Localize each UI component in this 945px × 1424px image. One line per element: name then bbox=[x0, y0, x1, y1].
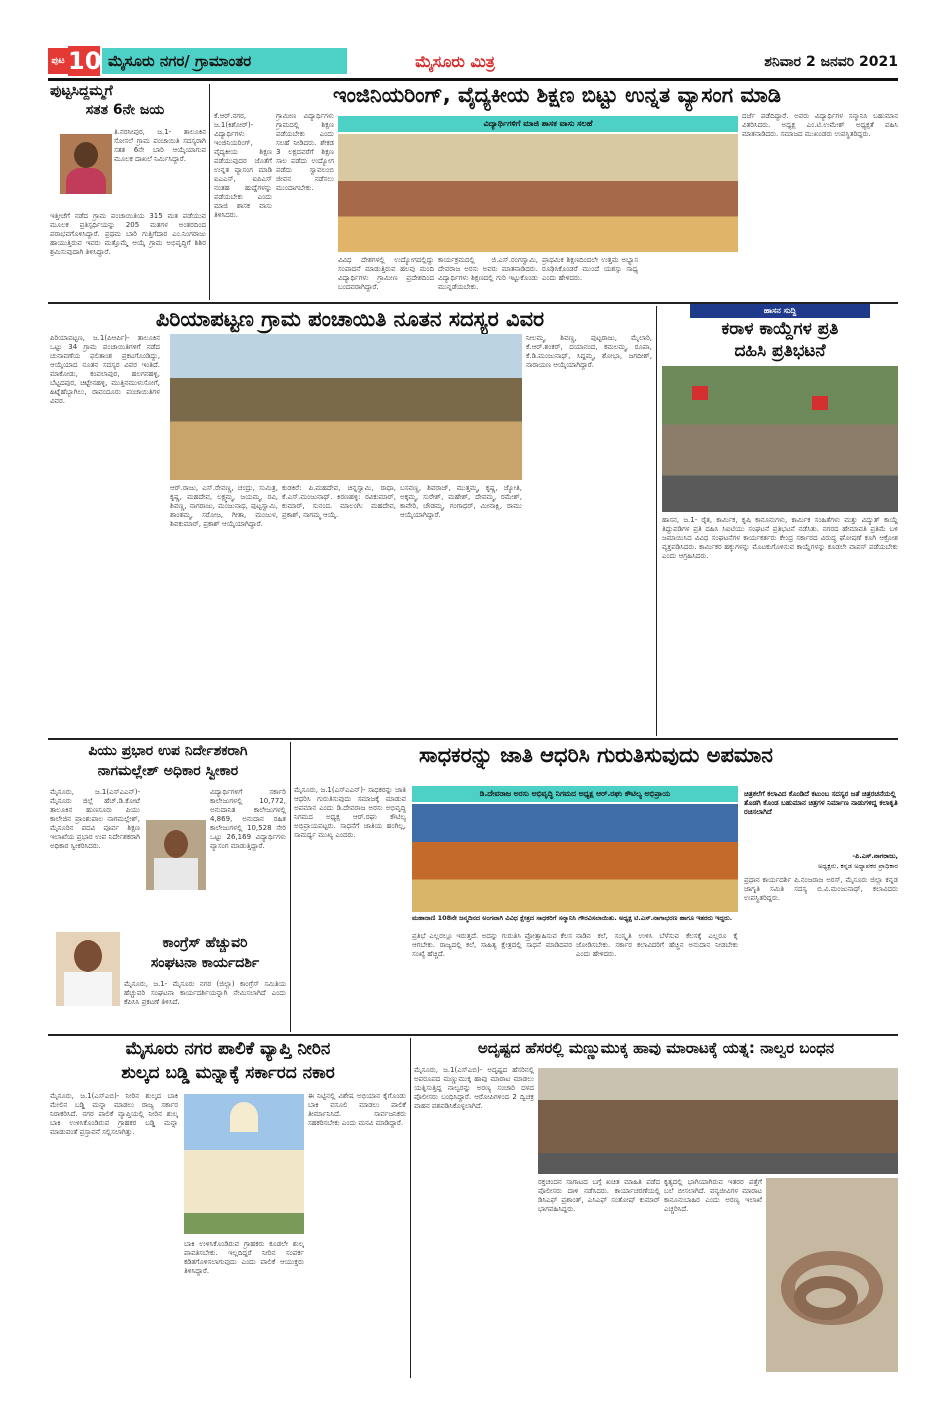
row-rule bbox=[48, 738, 898, 740]
nagamallesh-headline-2: ನಾಗಮಲ್ಲೇಶ್ ಅಧಿಕಾರ ಸ್ವೀಕಾರ bbox=[97, 763, 239, 779]
snake-photo bbox=[766, 1178, 898, 1372]
congress-body: ಮೈಸೂರು, ಜ.1- ಮೈಸೂರು ನಗರ (ಜಿಲ್ಲಾ) ಕಾಂಗ್ರೆಸ್ ಸಮಿತಿಯ ಹೆಚ್ಚುವರಿ ಸಂಘಟನಾ ಕಾರ್ಯದರ್ಶಿಯನ್ನಾಗಿ ನೇಮಿಸಲಾಗಿದೆ ಎಂದು ಕೆಪಿಸಿಸಿ ಪ್ರಕಟಣೆ ತಿಳಿಸಿದೆ. bbox=[124, 980, 286, 1006]
periyapatna-col4: ಬಸವಣ್ಣ, ಶಿವರಾಜ್, ಮುತ್ತಮ್ಮ, ಕೃಷ್ಣ, ಜ್ಯೋತಿ, ಅಕ್ಕಮ್ಮ, ಸುರೇಶ್, ಮಹೇಶ್, ದೇವಮ್ಮ, ರಮೇಶ್, ಕಾವೇರಿ, ಚೌಡಮ್ಮ, ಗಂಗಾಧರ್, ಮೀನಾಕ್ಷಿ, ರಾಮು ಆಯ್ಕೆಯಾಗಿದ್ದಾರೆ. bbox=[400, 484, 522, 519]
nagamallesh-col2: ವಿದ್ಯಾರ್ಥಿಗಳಿಗೆ ಸರ್ಕಾರಿ ಕಾಲೇಜುಗಳಲ್ಲಿ 10,772, ಅನುದಾನಿತ ಕಾಲೇಜುಗಳಲ್ಲಿ 4,869, ಅನುದಾನ ರಹಿತ ಕಾಲೇಜುಗಳಲ್ಲಿ 10,528 ಸೇರಿ ಒಟ್ಟು 26,169 ವಿದ್ಯಾರ್ಥಿಗಳು ವ್ಯಾಸಂಗ ಮಾಡುತ್ತಿದ್ದಾರೆ. bbox=[210, 788, 286, 850]
nagamallesh-headline-1: ಪಿಯು ಪ್ರಭಾರ ಉಪ ನಿರ್ದೇಶಕರಾಗಿ bbox=[88, 743, 248, 759]
congress-headline-2: ಸಂಘಟನಾ ಕಾರ್ಯದರ್ಶಿ bbox=[150, 955, 260, 971]
nagamallesh-photo bbox=[146, 820, 206, 890]
snake-headline: ಅದೃಷ್ಟದ ಹೆಸರಲ್ಲಿ ಮಣ್ಣುಮುಕ್ಕ ಹಾವು ಮಾರಾಟಕ್ಕೆ ಯತ್ನ: ನಾಲ್ವರ ಬಂಧನ bbox=[477, 1039, 835, 1057]
sadhakaru-col1: ಮೈಸೂರು, ಜ.1(ಎಸ್ಎಎನ್)- ಸಾಧಕರನ್ನು ಜಾತಿ ಆಧರಿಸಿ ಗುರುತಿಸುವುದು ಸಮಾಜಕ್ಕೆ ಮಾಡುವ ಅಪಮಾನ ಎಂದು ಡಿ.ದೇವರಾಜ ಅರಸು ಅಭಿವೃದ್ಧಿ ನಿಗಮದ ಅಧ್ಯಕ್ಷ ಆರ್.ರಘು ಕೌಟಿಲ್ಯ ಅಭಿಪ್ರಾಯಪಟ್ಟರು. ಸಾಧನೆಗೆ ಜಾತಿಯ ಹಂಗಿಲ್ಲ, ಸಾಮರ್ಥ್ಯ ಮುಖ್ಯ ಎಂದರು. bbox=[294, 786, 406, 839]
puttasiddamma-body-2: ಇತ್ತೀಚೆಗೆ ನಡೆದ ಗ್ರಾಮ ಪಂಚಾಯಿತಿಯ 315 ಮತ ಪಡೆಯುವ ಮೂಲಕ ಪ್ರತಿಸ್ಪರ್ಧಿಯನ್ನು 205 ಮತಗಳ ಅಂತರದಿಂದ ಪರಾಭವಗೊಳಿಸಿದ್ದಾರೆ. ಪ್ರಥಮ ಬಾರಿ ಗುತ್ತಿಗೆದಾರ ಎಂ.ನಿಂಗರಾಜು ಹಾಯುತ್ತಿರುವ ಇವರು ಮತ್ತೊಮ್ಮೆ ಆಯ್ಕೆ ಗ್ರಾಮ ಅಭಿವೃದ್ಧಿಗೆ ಶಿಶಿರ ಶ್ರಮಿಸುವುದಾಗಿ ತಿಳಿಸಿದ್ದಾರೆ. bbox=[50, 212, 206, 256]
row-rule bbox=[48, 1034, 898, 1036]
issue-date: ಶನಿವಾರ 2 ಜನವರಿ 2021 bbox=[764, 54, 898, 70]
engineering-group-photo bbox=[338, 134, 738, 252]
palike-col3: ಈ ನಿಟ್ಟಿನಲ್ಲಿ ವಿಶೇಷ ಅಭಿಯಾನ ಕೈಗೊಂಡು ಬಾಕಿ ವಸೂಲಿ ಮಾಡಲು ಪಾಲಿಕೆ ತೀರ್ಮಾನಿಸಿದೆ. ಸಾರ್ವಜನಿಕರು ಸಹಕರಿಸಬೇಕು ಎಂದು ಮನವಿ ಮಾಡಿದ್ದಾರೆ. bbox=[308, 1092, 406, 1127]
masthead-rule bbox=[48, 78, 898, 81]
periyapatna-col1: ಪಿರಿಯಾಪಟ್ಟಣ, ಜ.1(ಪಿಆರ್ಪಿ)- ತಾಲೂಕಿನ ಒಟ್ಟು 34 ಗ್ರಾಮ ಪಂಚಾಯಿತಿಗಳಿಗೆ ನಡೆದ ಚುನಾವಣೆಯ ಫಲಿತಾಂಶ ಪ್ರಕಟಗೊಂಡಿದ್ದು, ಆಯ್ಕೆಯಾದ ನೂತನ ಸದಸ್ಯರ ವಿವರ ಇಂತಿದೆ. ಮಾಕೋಡು, ಕಂಪಲಾಪುರ, ಹಲಗನಹಳ್ಳಿ, ಬೆಟ್ಟದಪುರ, ಚಿಟ್ಟೇನಹಳ್ಳಿ, ಮುತ್ತಿನಮುಳುಸೋಗೆ, ಹಿಟ್ನೆಹೆಬ್ಬಾಗಿಲು, ರಾವಂದೂರು ಪಂಚಾಯಿತಿಗಳ ವಿವರ. bbox=[50, 334, 160, 405]
engineering-subhead: ವಿದ್ಯಾರ್ಥಿಗಳಿಗೆ ಮಾಜಿ ಶಾಸಕ ವಾಸು ಸಲಹೆ bbox=[338, 116, 738, 132]
palike-headline-1: ಮೈಸೂರು ನಗರ ಪಾಲಿಕೆ ವ್ಯಾಪ್ತಿ ನೀರಿನ bbox=[125, 1039, 331, 1059]
col-rule bbox=[290, 742, 291, 1032]
snake-coil-icon bbox=[766, 1178, 898, 1372]
sadhakaru-photo-strip: ಡಿ.ದೇವರಾಜ ಅರಸು ಅಭಿವೃದ್ಧಿ ನಿಗಮದ ಅಧ್ಯಕ್ಷ ಆರ್.ರಘು ಕೌಟಿಲ್ಯ ಅಭಿಪ್ರಾಯ bbox=[412, 786, 738, 802]
engineering-col6: ದರ್ಜೆ ಪಡೆದಿದ್ದಾರೆ. ಅವರು ವಿದ್ಯಾರ್ಥಿಗಳ ಸನ್ಮಾನಿಸಿ ಬಹುಮಾನ ವಿತರಿಸಿದರು. ಅಧ್ಯಕ್ಷ ಎಂ.ಟಿ.ಉಮೇಶ್ ಅಧ್ಯಕ್ಷತೆ ವಹಿಸಿ ಮಾತನಾಡಿದರು. ಸಮಾಜದ ಮುಖಂಡರು ಉಪಸ್ಥಿತರಿದ್ದರು. bbox=[742, 112, 898, 138]
sadhakaru-caption: ಮಹಾರಾಣಿ 108ನೇ ಜನ್ಮದಿನದ ಅಂಗವಾಗಿ ವಿವಿಧ ಕ್ಷೇತ್ರದ ಸಾಧಕರಿಗೆ ಸನ್ಮಾನಿಸಿ ಗೌರವಿಸಲಾಯಿತು. ಅಧ್ಯಕ್ಷ ಟಿ.ಎಸ್.ನಾಗಾಭರಣ ಹಾಗೂ ಇತರರು ಇದ್ದರು. bbox=[412, 914, 733, 922]
sadhakaru-headline: ಸಾಧಕರನ್ನು ಜಾತಿ ಆಧರಿಸಿ ಗುರುತಿಸುವುದು ಅಪಮಾನ bbox=[419, 743, 773, 767]
sadhakaru-quote-author: -ಪಿ.ಎಸ್.ನಾಗರಾಜು, bbox=[852, 852, 898, 860]
engineering-col3: ವಿವಿಧ ದೇಶಗಳಲ್ಲಿ ಉದ್ಯೋಗದಲ್ಲಿದ್ದು ಸಂಪಾದನೆ ಮಾಡುತ್ತಿರುವ ಹಲವು ಮಂದಿ ವಿದ್ಯಾರ್ಥಿಗಳು ಗ್ರಾಮೀಣ ಪ್ರದೇಶದಿಂದ ಬಂದವರಾಗಿದ್ದಾರೆ. bbox=[338, 256, 434, 291]
snake-col2: ರಕ್ತಚಂದನ ಸಾಗಾಟದ ಬಗ್ಗೆ ಖಚಿತ ಮಾಹಿತಿ ಪಡೆದ ಪೊಲೀಸರು ದಾಳಿ ನಡೆಸಿದರು. ಕಾರ್ಯಾಚರಣೆಯಲ್ಲಿ ಡಿಸಿಎಫ್ ಪ್ರಶಾಂತ್, ಎಸಿಎಫ್ ಸಂತೋಷ್ ಕುಮಾರ್ ಭಾಗವಹಿಸಿದ್ದರು. bbox=[538, 1178, 660, 1213]
karala-protest-photo bbox=[662, 366, 898, 512]
puttasiddamma-photo bbox=[60, 134, 112, 194]
palike-headline-2: ಶುಲ್ಕದ ಬಡ್ಡಿ ಮನ್ನಾಕ್ಕೆ ಸರ್ಕಾರದ ನಕಾರ bbox=[121, 1063, 335, 1083]
col-rule bbox=[410, 1038, 411, 1378]
sadhakaru-col3: ನಾಡಿನ ಕಲೆ, ಸಂಸ್ಕೃತಿ ಉಳಿಸಿ ಬೆಳೆಸುವ ಕೆಲಸಕ್ಕೆ ಎಲ್ಲರೂ ಕೈ ಜೋಡಿಸಬೇಕು. ಸರ್ಕಾರ ಕಲಾವಿದರಿಗೆ ಹೆಚ್ಚಿನ ಅನುದಾನ ನೀಡಬೇಕು ಎಂದು ಹೇಳಿದರು. bbox=[576, 932, 738, 958]
karala-headline-1: ಕರಾಳ ಕಾಯ್ದೆಗಳ ಪ್ರತಿ bbox=[721, 319, 839, 339]
periyapatna-photo bbox=[170, 334, 522, 480]
congress-headline-1: ಕಾಂಗ್ರೆಸ್ ಹೆಚ್ಚುವರಿ bbox=[162, 935, 248, 951]
karala-body: ಹಾಸನ, ಜ.1- ರೈತ, ಕಾರ್ಮಿಕ, ಕೃಷಿ ಕಾನೂನುಗಳು, ಕಾರ್ಮಿಕ ಸಂಹಿತೆಗಳು ಮತ್ತು ವಿದ್ಯುತ್ ಕಾಯ್ದೆ ತಿದ್ದುಪಡಿಗಳ ಪ್ರತಿ ದಹಿಸಿ ಸಿಐಟಿಯು ಸಂಘಟನೆ ಪ್ರತಿಭಟನೆ ನಡೆಸಿತು. ನಗರದ ಹೇಮಾವತಿ ಪ್ರತಿಮೆ ಬಳಿ ಜಮಾಯಿಸಿದ ವಿವಿಧ ಸಂಘಟನೆಗಳ ಕಾರ್ಯಕರ್ತರು ಕೇಂದ್ರ ಸರ್ಕಾರದ ವಿರುದ್ಧ ಘೋಷಣೆ ಕೂಗಿ ಆಕ್ರೋಶ ವ್ಯಕ್ತಪಡಿಸಿದರು. ಕಾರ್ಮಿಕರ ಹಕ್ಕುಗಳನ್ನು ಮೊಟಕುಗೊಳಿಸುವ ಕಾಯ್ದೆಗಳನ್ನು ಕೂಡಲೇ ವಾಪಸ್ ಪಡೆಯಬೇಕು ಎಂದು ಆಗ್ರಹಿಸಿದರು. bbox=[662, 516, 898, 560]
sadhakaru-quote: ಚಿತ್ರಕಲೆಗೆ ಕಲಾವಿದ ಕೊಂಡಿದೆ ಕಟುಂಬ ಸದಸ್ಯರ ಜತೆ ಚಿತ್ರರಚನೆಯಲ್ಲಿ ತೊಡಗಿ ಕೊಂಡ ಬಹುಮಾನ ಚಿತ್ರಗಳ ನಿರ್ಮಾಣ ನಾಡುಗಳಿದ್ದ ಕಲಾಕೃತಿ ರಚಿಸಲಾಗಿದೆ bbox=[744, 790, 898, 816]
sadhakaru-col2: ಪ್ರತಿಭೆ ಎಲ್ಲರಲ್ಲೂ ಇರುತ್ತದೆ. ಅದನ್ನು ಗುರುತಿಸಿ ಪ್ರೋತ್ಸಾಹಿಸುವ ಕೆಲಸ ಆಗಬೇಕು. ರಾಜ್ಯದಲ್ಲಿ ಕಲೆ, ಸಾಹಿತ್ಯ ಕ್ಷೇತ್ರದಲ್ಲಿ ಸಾಧನೆ ಮಾಡಿದವರ ಸಂಖ್ಯೆ ಹೆಚ್ಚಿದೆ. bbox=[412, 932, 572, 958]
congress-photo bbox=[56, 932, 120, 1006]
col-rule bbox=[209, 84, 210, 300]
periyapatna-col3: ಕುಡಕಿರೆ: ಪಿ.ಮಹದೇವ, ಚಿನ್ನಸ್ವಾಮಿ, ರಾಧಾ, ಕೆ.ಎಸ್.ಮಂಜುನಾಥ್. ಕಿರಣಹಳ್ಳಿ: ರವಿಕುಮಾರ್, ಕುಮಾರ್, ಸುನಂದ. ಮಾಲಂಗಿ: ಮಹದೇವ, ಪ್ರಕಾಶ್, ನಾಗಮ್ಮ ಆಯ್ಕೆ. bbox=[282, 484, 396, 519]
puttasiddamma-body: ತಿ.ನರಸೀಪುರ, ಜ.1- ತಾಲೂಕಿನ ಸೋಸಲೆ ಗ್ರಾಮ ಪಂಚಾಯಿತಿ ಸದಸ್ಯರಾಗಿ ಸತತ 6ನೇ ಬಾರಿ ಆಯ್ಕೆಯಾಗುವ ಮೂಲಕ ದಾಖಲೆ ನಿರ್ಮಿಸಿದ್ದಾರೆ. bbox=[114, 128, 206, 163]
section-title: ಮೈಸೂರು ನಗರ/ ಗ್ರಾಮಾಂತರ bbox=[102, 48, 347, 74]
karala-headline-2: ದಹಿಸಿ ಪ್ರತಿಭಟನೆ bbox=[734, 341, 826, 361]
snake-col3: ಕೃತ್ಯದಲ್ಲಿ ಭಾಗಿಯಾಗಿರುವ ಇತರರ ಪತ್ತೆಗೆ ಬಲೆ ಬೀಸಲಾಗಿದೆ. ವನ್ಯಜೀವಿಗಳ ಮಾರಾಟ ಕಾನೂನುಬಾಹಿರ ಎಂದು ಅರಣ್ಯ ಇಲಾಖೆ ಎಚ್ಚರಿಸಿದೆ. bbox=[664, 1178, 762, 1213]
engineering-col4: ಕಾರ್ಯಕ್ರಮದಲ್ಲಿ ಜಿ.ಎಸ್.ರಂಗಸ್ವಾಮಿ, ದೇವರಾಜ ಅರಸು ಅವರು ಮಾತನಾಡಿದರು. ವಿದ್ಯಾರ್ಥಿಗಳು ಶಿಕ್ಷಣದಲ್ಲಿ ಗುರಿ ಇಟ್ಟುಕೊಂಡು ಮುನ್ನಡೆಯಬೇಕು. bbox=[438, 256, 538, 291]
nagamallesh-col1: ಮೈಸೂರು, ಜ.1(ಎಸ್ಎಎನ್)- ಮೈಸೂರು ಜಿಲ್ಲೆ ಹೆಚ್.ಡಿ.ಕೋಟೆ ತಾಲೂಕಿನ ಹುಣಸೂರು ಪಿಯು ಕಾಲೇಜಿನ ಪ್ರಾಂಶುಪಾಲ ನಾಗಮಲ್ಲೇಶ್, ಮೈಸೂರಿನ ಪದವಿ ಪೂರ್ವ ಶಿಕ್ಷಣ ಇಲಾಖೆಯ ಪ್ರಭಾರ ಉಪ ನಿರ್ದೇಶಕರಾಗಿ ಅಧಿಕಾರ ಸ್ವೀಕರಿಸಿದರು. bbox=[50, 788, 140, 850]
palike-building-photo bbox=[184, 1094, 304, 1234]
palike-col2: ಬಾಕಿ ಉಳಿಸಿಕೊಂಡಿರುವ ಗ್ರಾಹಕರು ಕೂಡಲೇ ಶುಲ್ಕ ಪಾವತಿಸಬೇಕು. ಇಲ್ಲದಿದ್ದರೆ ನೀರಿನ ಸಂಪರ್ಕ ಕಡಿತಗೊಳಿಸಲಾಗುವುದು ಎಂದು ಪಾಲಿಕೆ ಆಯುಕ್ತರು ತಿಳಿಸಿದ್ದಾರೆ. bbox=[184, 1240, 304, 1275]
engineering-headline: ಇಂಜಿನಿಯರಿಂಗ್, ವೈದ್ಯಕೀಯ ಶಿಕ್ಷಣ ಬಿಟ್ಟು ಉನ್ನತ ವ್ಯಾಸಂಗ ಮಾಡಿ bbox=[332, 83, 782, 107]
periyapatna-col5: ನೀಲಮ್ಮ, ಶಿವಣ್ಣ, ಪುಟ್ಟರಾಜು, ಮೈಲಾರಿ, ಕೆ.ಆರ್.ಶಂಕರ್, ದಯಾನಂದ, ಕಮಲಮ್ಮ, ರೂಪಾ, ಕೆ.ಡಿ.ಮಂಜುನಾಥ್, ಸಿದ್ದಮ್ಮ, ಶೋಭಾ, ಜಗದೀಶ್, ನಾರಾಯಣ ಆಯ್ಕೆಯಾಗಿದ್ದಾರೆ. bbox=[526, 334, 652, 369]
col-rule bbox=[656, 306, 657, 736]
palike-col1: ಮೈಸೂರು, ಜ.1(ಎಸ್ಎಬಿ)- ನೀರಿನ ಶುಲ್ಕದ ಬಾಕಿ ಮೇಲಿನ ಬಡ್ಡಿ ಮನ್ನಾ ಮಾಡಲು ರಾಜ್ಯ ಸರ್ಕಾರ ನಿರಾಕರಿಸಿದೆ. ನಗರ ಪಾಲಿಕೆ ವ್ಯಾಪ್ತಿಯಲ್ಲಿ ನೀರಿನ ಶುಲ್ಕ ಬಾಕಿ ಉಳಿಸಿಕೊಂಡಿರುವ ಗ್ರಾಹಕರ ಬಡ್ಡಿ ಮನ್ನಾ ಮಾಡುವಂತೆ ಪ್ರಸ್ತಾವನೆ ಸಲ್ಲಿಸಲಾಗಿತ್ತು. bbox=[50, 1092, 178, 1136]
page-number: 10 bbox=[68, 47, 102, 75]
engineering-col1: ಕೆ.ಆರ್.ನಗರ, ಜ.1(ಕಿಶೋರ್)- ವಿದ್ಯಾರ್ಥಿಗಳು ಇಂಜಿನಿಯರಿಂಗ್, ವೈದ್ಯಕೀಯ ಶಿಕ್ಷಣ ಪಡೆಯುವುದರ ಜೊತೆಗೆ ಉನ್ನತ ವ್ಯಾಸಂಗ ಮಾಡಿ ಐಎಎಸ್, ಐಪಿಎಸ್ ನಂತಹ ಹುದ್ದೆಗಳನ್ನು ಪಡೆಯಬೇಕು ಎಂದು ಮಾಜಿ ಶಾಸಕ ವಾಸು ತಿಳಿಸಿದರು. bbox=[214, 112, 272, 219]
puttasiddamma-headline-1: ಪುಟ್ಟಸಿದ್ದಮ್ಮಗೆ bbox=[50, 83, 113, 99]
page-label: ಪುಟ bbox=[48, 48, 68, 74]
sadhakaru-quote-role: ಅಧ್ಯಕ್ಷರು, ಕನ್ನಡ ಅಧ್ಯಾಪಕರ ಪ್ರಾಧಿಕಾರ bbox=[817, 862, 898, 870]
sadhakaru-col4: ಪ್ರಧಾನ ಕಾರ್ಯದರ್ಶಿ ಪಿ.ನಂಜರಾಜ ಅರಸ್, ಮೈಸೂರು ಜಿಲ್ಲಾ ಕನ್ನಡ ಜಾಗೃತಿ ಸಮಿತಿ ಸದಸ್ಯ ಬಿ.ವಿ.ಮಂಜುನಾಥ್, ಕಲಾವಿದರು ಉಪಸ್ಥಿತರಿದ್ದರು. bbox=[744, 876, 898, 902]
engineering-col2: ಗ್ರಾಮೀಣ ವಿದ್ಯಾರ್ಥಿಗಳು ಗ್ರಾಮದಲ್ಲಿ ಶಿಕ್ಷಣ ಪಡೆಯಬೇಕು ಎಂದು ಸಲಹೆ ನೀಡಿದರು. ಶೇಕಡ 3 ಲಕ್ಷದವರೆಗೆ ಶಿಕ್ಷಣ ಸಾಲ ಪಡೆದು ಉದ್ಯೋಗ ಪಡೆದು ಸ್ವಾವಲಂಬಿ ಜೀವನ ನಡೆಸಲು ಮುಂದಾಗಬೇಕು. bbox=[276, 112, 334, 192]
sadhakaru-award-photo bbox=[412, 804, 738, 912]
karala-tag: ಹಾಸನ ಸುದ್ದಿ bbox=[690, 304, 870, 318]
puttasiddamma-headline-2: ಸತತ 6ನೇ ಜಯ bbox=[85, 102, 165, 118]
periyapatna-col2: ಆರ್.ರಾಜು, ಎಸ್.ರೇವಣ್ಣ, ಚಂದ್ರು, ಸುಮಿತ್ರ, ಕೃಷ್ಣ, ಮಹದೇವ, ಲಕ್ಷ್ಮಮ್ಮ, ಜಯಮ್ಮ, ರವಿ, ಶಿವಣ್ಣ, ನಾಗರಾಜು, ಮಂಜುನಾಥ, ಪುಟ್ಟಸ್ವಾಮಿ, ಶಾಂತಮ್ಮ, ಸರೋಜ, ಗೀತಾ, ಮಂಜುಳ, ಶಿವಕುಮಾರ್, ಪ್ರಕಾಶ್ ಆಯ್ಕೆಯಾಗಿದ್ದಾರೆ. bbox=[170, 484, 278, 528]
periyapatna-headline: ಪಿರಿಯಾಪಟ್ಟಣ ಗ್ರಾಮ ಪಂಚಾಯಿತಿ ನೂತನ ಸದಸ್ಯರ ವಿವರ bbox=[155, 307, 545, 331]
engineering-col5: ಪ್ರಾಥಮಿಕ ಶಿಕ್ಷಣದಿಂದಲೇ ಉತ್ತಮ ಅಭ್ಯಾಸ ರೂಢಿಸಿಕೊಂಡರೆ ಮುಂದೆ ಯಶಸ್ಸು ಸಾಧ್ಯ ಎಂದು ಹೇಳಿದರು. bbox=[542, 256, 638, 282]
snake-col1: ಮೈಸೂರು, ಜ.1(ಎಸ್ಎಬಿ)- ಅದೃಷ್ಟದ ಹೆಸರಿನಲ್ಲಿ ಅಪರೂಪದ ಮಣ್ಣುಮುಕ್ಕ ಹಾವು ಮಾರಾಟ ಮಾಡಲು ಯತ್ನಿಸುತ್ತಿದ್ದ ನಾಲ್ವರನ್ನು ಅರಣ್ಯ ಸಂಚಾರಿ ದಳದ ಪೊಲೀಸರು ಬಂಧಿಸಿದ್ದಾರೆ. ಆರೋಪಿಗಳಿಂದ 2 ದ್ವಿಚಕ್ರ ವಾಹನ ವಶಪಡಿಸಿಕೊಳ್ಳಲಾಗಿದೆ. bbox=[414, 1066, 534, 1110]
paper-logo: ಮೈಸೂರು ಮಿತ್ರ bbox=[415, 52, 495, 71]
snake-arrest-photo bbox=[538, 1068, 898, 1174]
